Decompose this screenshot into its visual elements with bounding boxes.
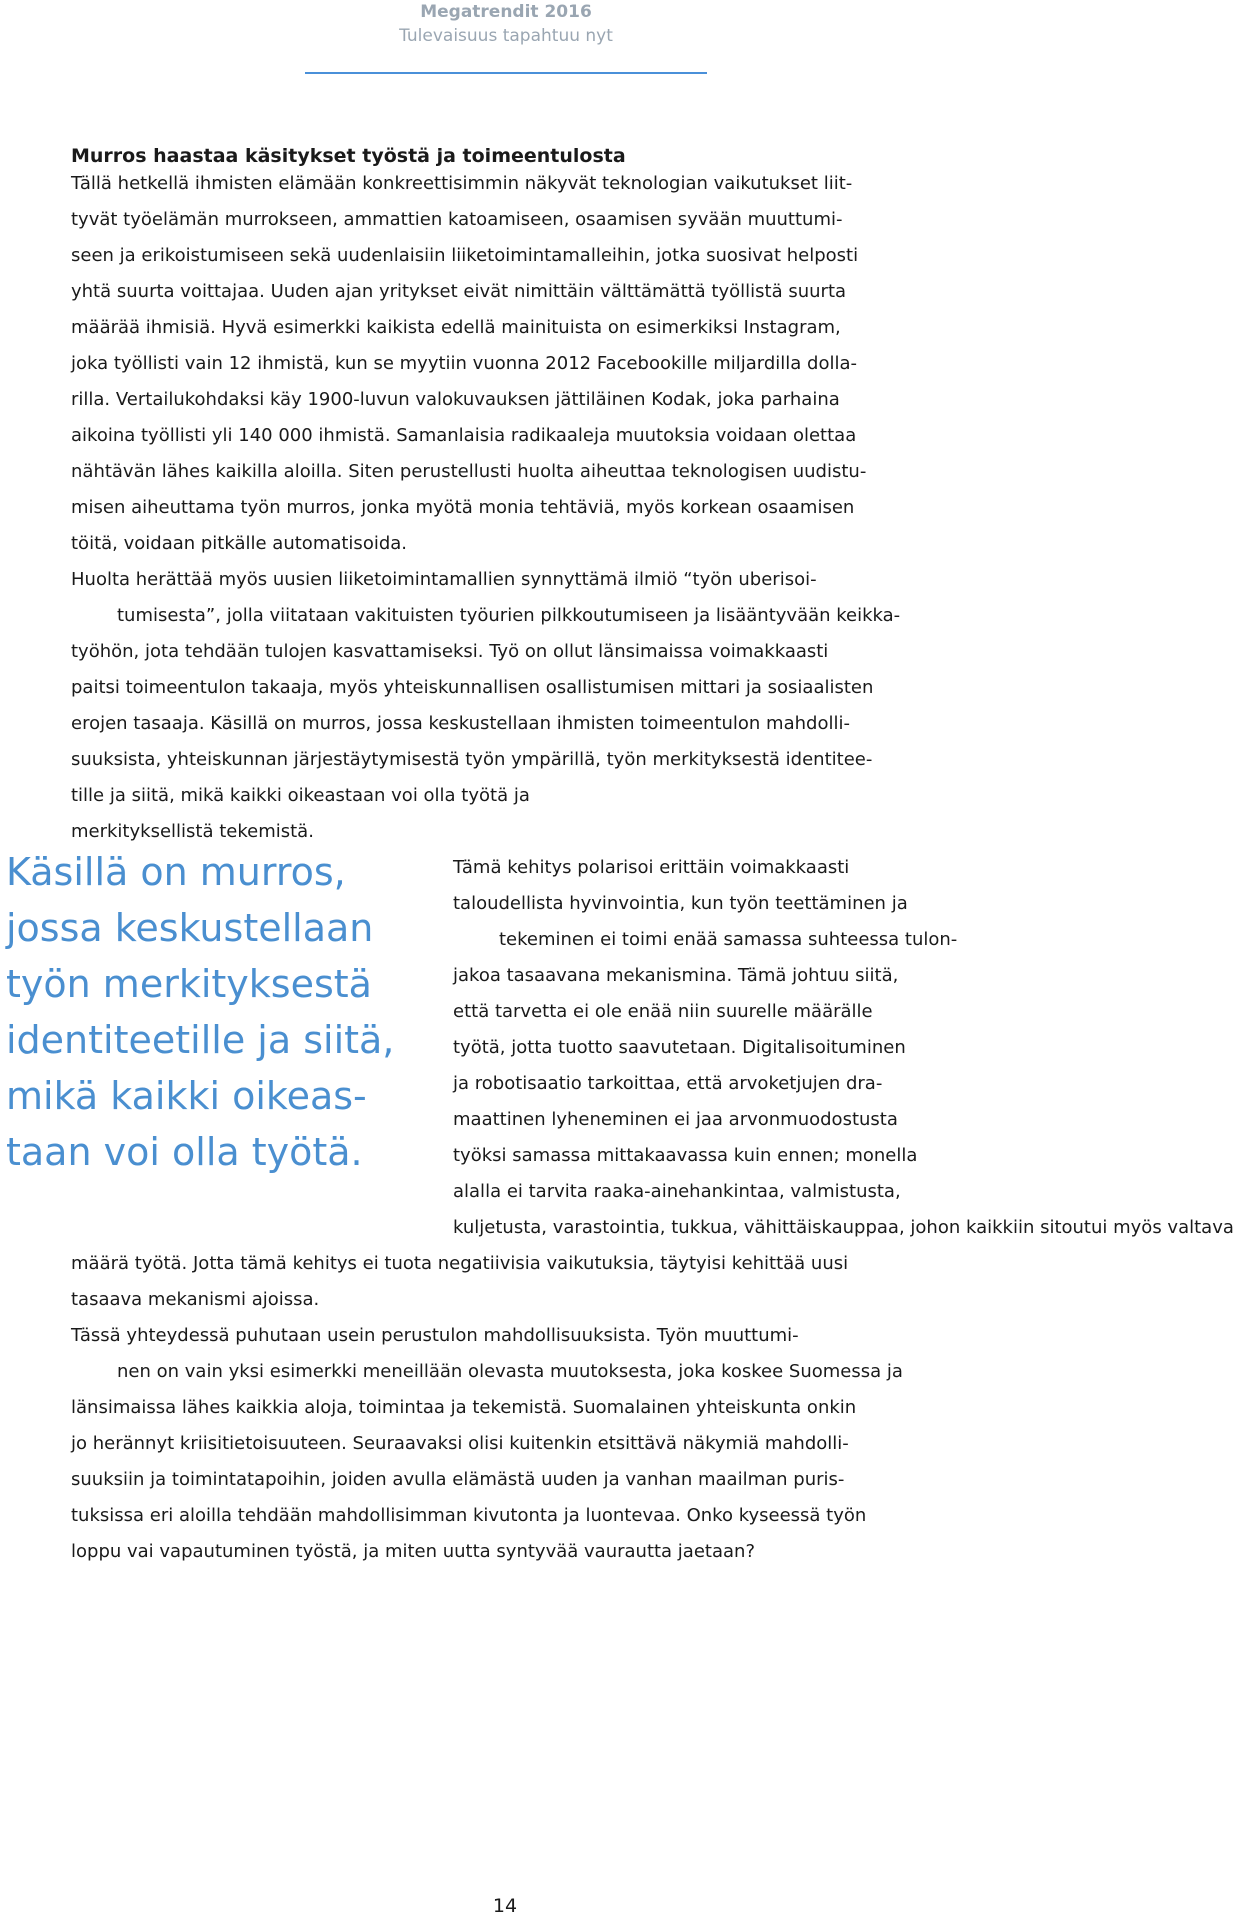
body-line: tekeminen ei toimi enää samassa suhteessa tulon-: [499, 929, 958, 950]
body-line: paitsi toimeentulon takaaja, myös yhteiskunnallisen osallistumisen mittari ja sosiaalisten: [71, 677, 874, 698]
pull-quote-line: taan voi olla työtä.: [6, 1130, 363, 1174]
body-line: työhön, jota tehdään tulojen kasvattamiseksi. Työ on ollut länsimaissa voimakkaasti: [71, 641, 829, 662]
body-line: tyvät työelämän murrokseen, ammattien katoamiseen, osaamisen syvään muuttumi-: [71, 209, 843, 230]
body-line: joka työllisti vain 12 ihmistä, kun se myytiin vuonna 2012 Facebookille miljardilla dolla-: [71, 353, 858, 374]
body-line: misen aiheuttama työn murros, jonka myötä monia tehtäviä, myös korkean osaamisen: [71, 497, 855, 518]
body-line: Tässä yhteydessä puhutaan usein perustulon mahdollisuuksista. Työn muuttumi-: [71, 1325, 799, 1346]
body-line: taloudellista hyvinvointia, kun työn teettäminen ja: [453, 893, 908, 914]
header-subtitle: Tulevaisuus tapahtuu nyt: [399, 26, 613, 46]
section-heading: Murros haastaa käsitykset työstä ja toimeentulosta: [71, 145, 626, 167]
body-line: rilla. Vertailukohdaksi käy 1900-luvun valokuvauksen jättiläinen Kodak, joka parhaina: [71, 389, 840, 410]
body-line: kuljetusta, varastointia, tukkua, vähittäiskauppaa, johon kaikkiin sitoutui myös valtava: [453, 1217, 1234, 1238]
body-line: ja robotisaatio tarkoittaa, että arvoketjujen dra-: [453, 1073, 883, 1094]
body-line: loppu vai vapautuminen työstä, ja miten uutta syntyvää vaurautta jaetaan?: [71, 1541, 755, 1562]
body-line: tuksissa eri aloilla tehdään mahdollisimman kivutonta ja luontevaa. Onko kyseessä työn: [71, 1505, 867, 1526]
pull-quote-line: identiteetille ja siitä,: [6, 1018, 395, 1062]
body-line: työksi samassa mittakaavassa kuin ennen; monella: [453, 1145, 918, 1166]
body-line: tille ja siitä, mikä kaikki oikeastaan voi olla työtä ja: [71, 785, 530, 806]
body-line: seen ja erikoistumiseen sekä uudenlaisiin liiketoimintamalleihin, jotka suosivat helposti: [71, 245, 859, 266]
body-line: jakoa tasaavana mekanismina. Tämä johtuu siitä,: [453, 965, 899, 986]
body-line: aikoina työllisti yli 140 000 ihmistä. Samanlaisia radikaaleja muutoksia voidaan olettaa: [71, 425, 857, 446]
body-line: nen on vain yksi esimerkki meneillään olevasta muutoksesta, joka koskee Suomessa ja: [117, 1361, 903, 1382]
body-line: määrä työtä. Jotta tämä kehitys ei tuota negatiivisia vaikutuksia, täytyisi kehittää uusi: [71, 1253, 849, 1274]
body-line: jo herännyt kriisitietoisuuteen. Seuraavaksi olisi kuitenkin etsittävä näkymiä mahdolli-: [71, 1433, 849, 1454]
body-line: että tarvetta ei ole enää niin suurelle määrälle: [453, 1001, 873, 1022]
body-line: Tällä hetkellä ihmisten elämään konkreettisimmin näkyvät teknologian vaikutukset liit-: [71, 173, 853, 194]
body-line: tumisesta”, jolla viitataan vakituisten työurien pilkkoutumiseen ja lisääntyvään keikka-: [117, 605, 901, 626]
body-line: länsimaissa lähes kaikkia aloja, toimintaa ja tekemistä. Suomalainen yhteiskunta onkin: [71, 1397, 857, 1418]
body-line: alalla ei tarvita raaka-ainehankintaa, valmistusta,: [453, 1181, 901, 1202]
body-line: tasaava mekanismi ajoissa.: [71, 1289, 320, 1310]
body-line: suuksista, yhteiskunnan järjestäytymisestä työn ympärillä, työn merkityksestä identitee-: [71, 749, 873, 770]
page-number: 14: [492, 1895, 518, 1917]
body-line: Tämä kehitys polarisoi erittäin voimakkaasti: [453, 857, 850, 878]
page-header: [300, 0, 712, 48]
body-line: työtä, jotta tuotto saavutetaan. Digitalisoituminen: [453, 1037, 906, 1058]
body-line: nähtävän lähes kaikilla aloilla. Siten perustellusti huolta aiheuttaa teknologisen uudistu-: [71, 461, 867, 482]
body-line: erojen tasaaja. Käsillä on murros, jossa keskustellaan ihmisten toimeentulon mahdolli-: [71, 713, 850, 734]
body-line: Huolta herättää myös uusien liiketoimintamallien synnyttämä ilmiö “työn uberisoi-: [71, 569, 817, 590]
pull-quote-line: Käsillä on murros,: [6, 850, 346, 894]
body-line: suuksiin ja toimintatapoihin, joiden avulla elämästä uuden ja vanhan maailman puris-: [71, 1469, 845, 1490]
body-line: töitä, voidaan pitkälle automatisoida.: [71, 533, 408, 554]
body-line: maattinen lyheneminen ei jaa arvonmuodostusta: [453, 1109, 898, 1130]
pull-quote: [6, 844, 394, 1180]
pull-quote-line: työn merkityksestä: [6, 962, 372, 1006]
body-line: merkityksellistä tekemistä.: [71, 821, 314, 842]
header-divider: [305, 72, 707, 74]
header-title: Megatrendit 2016: [420, 2, 592, 22]
pull-quote-line: jossa keskustellaan: [6, 906, 374, 950]
body-line: yhtä suurta voittajaa. Uuden ajan yritykset eivät nimittäin välttämättä työllistä suurta: [71, 281, 847, 302]
body-line: määrää ihmisiä. Hyvä esimerkki kaikista edellä mainituista on esimerkiksi Instagram,: [71, 317, 841, 338]
pull-quote-line: mikä kaikki oikeas-: [6, 1074, 367, 1118]
